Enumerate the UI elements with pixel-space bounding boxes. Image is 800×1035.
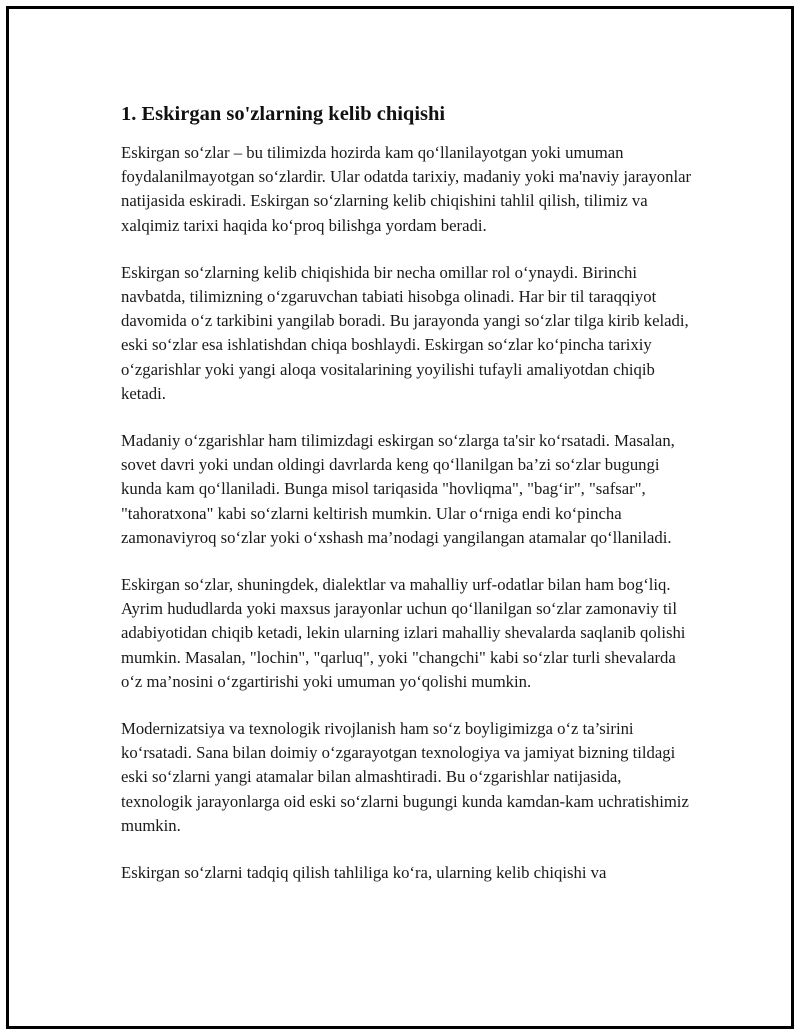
page-frame bbox=[6, 6, 794, 1029]
paragraph: Eskirgan so‘zlar, shuningdek, dialektlar va mahalliy urf-odatlar bilan ham bog‘liq. Ayrim hududlarda yoki maxsus jarayonlar uchun qo‘llanilgan so‘zlar zamonaviy til adabiyotidan chiqib ketadi, lekin ularning izlari mahalliy shevalarda saqlanib qolishi mumkin. Masalan, "lochin", "qarluq", yoki "changchi" kabi so‘zlar turli shevalarda o‘z ma’nosini o‘zgartirishi yoki umuman yo‘qolishi mumkin. bbox=[121, 575, 686, 691]
paragraph: Eskirgan so‘zlar – bu tilimizda hozirda kam qo‘llanilayotgan yoki umuman foydalanilmayotgan so‘zlardir. Ular odatda tarixiy, madaniy yoki ma'naviy jarayonlar natijasida eskiradi. Eskirgan so‘zlarning kelib chiqishini tahlil qilish, tilimiz va xalqimiz tarixi haqida ko‘proq bilishga yordam beradi. bbox=[121, 143, 692, 235]
paragraph: Eskirgan so‘zlarni tadqiq qilish tahliliga ko‘ra, ularning kelib chiqishi va bbox=[121, 863, 607, 883]
document-body bbox=[121, 99, 696, 908]
paragraph: Madaniy o‘zgarishlar ham tilimizdagi eskirgan so‘zlarga ta'sir ko‘rsatadi. Masalan, sovet davri yoki undan oldingi davrlarda keng qo‘llanilgan ba’zi so‘zlar bugungi kunda kam qo‘llaniladi. Bunga misol tariqasida "hovliqma", "bag‘ir", "safsar", "tahoratxona" kabi so‘zlarni keltirish mumkin. Ular o‘rniga endi ko‘pincha zamonaviyroq so‘zlar yoki o‘xshash ma’nodagi yangilangan atamalar qo‘llaniladi. bbox=[121, 431, 675, 547]
section-heading: 1. Eskirgan so'zlarning kelib chiqishi bbox=[121, 103, 446, 125]
paragraph: Modernizatsiya va texnologik rivojlanish ham so‘z boyligimizga o‘z ta’sirini ko‘rsatadi. Sana bilan doimiy o‘zgarayotgan texnologiya va jamiyat bizning tildagi eski so‘zlarni yangi atamalar bilan almashtiradi. Bu o‘zgarishlar natijasida, texnologik jarayonlarga oid eski so‘zlarni bugungi kunda kamdan-kam uchratishimiz mumkin. bbox=[121, 719, 689, 835]
paragraph: Eskirgan so‘zlarning kelib chiqishida bir necha omillar rol o‘ynaydi. Birinchi navbatda, tilimizning o‘zgaruvchan tabiati hisobga olinadi. Har bir til taraqqiyot davomida o‘z tarkibini yangilab boradi. Bu jarayonda yangi so‘zlar tilga kirib keladi, eski so‘zlar esa ishlatishdan chiqa boshlaydi. Eskirgan so‘zlar ko‘pincha tarixiy o‘zgarishlar yoki yangi aloqa vositalarining yoyilishi tufayli amaliyotdan chiqib ketadi. bbox=[121, 262, 689, 403]
